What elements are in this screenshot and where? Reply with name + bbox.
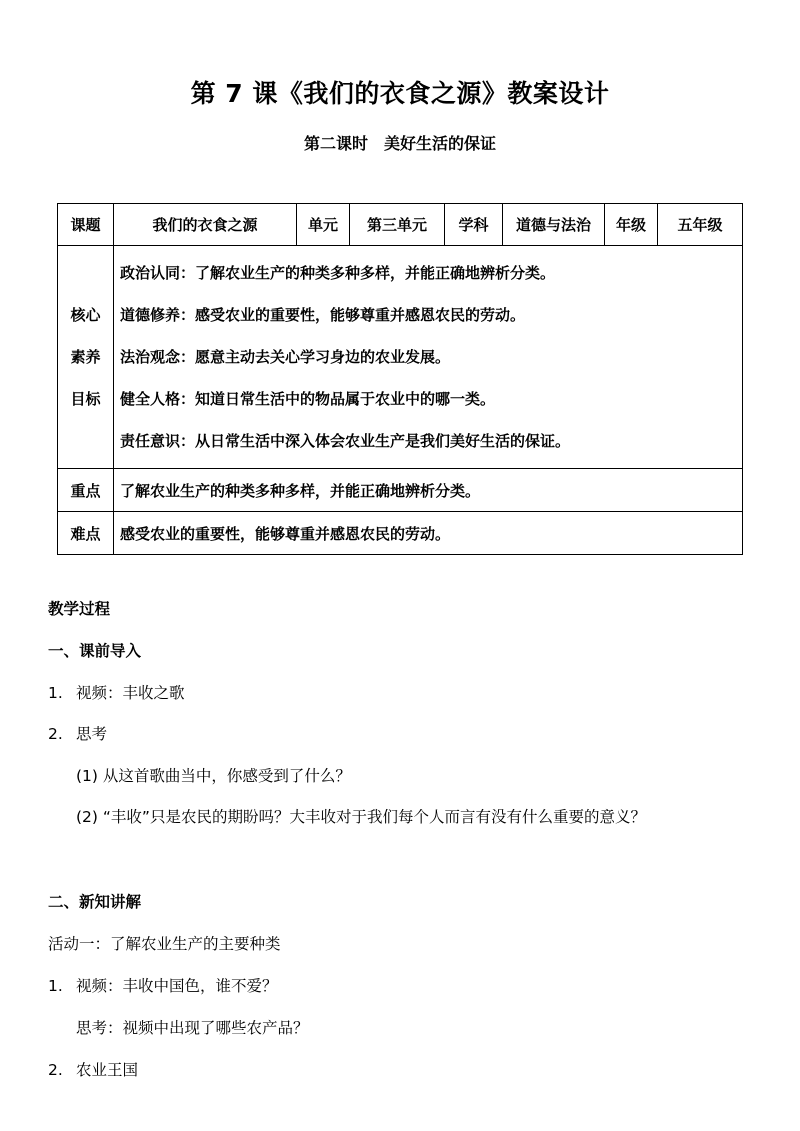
item-number: 1.: [48, 684, 63, 702]
course-value: 我们的衣食之源: [114, 204, 297, 246]
activity-1: 活动一：了解农业生产的主要种类: [48, 935, 281, 953]
key-point-label: 重点: [58, 469, 114, 512]
lesson-info-table: [57, 203, 743, 555]
item-number: 1.: [48, 977, 63, 995]
item-text: 思考: [76, 725, 108, 743]
item-number: 2.: [48, 725, 63, 743]
goal-item: 道德修养：感受农业的重要性，能够尊重并感恩农民的劳动。: [120, 306, 526, 324]
section2-heading: 二、新知讲解: [48, 893, 142, 911]
goals-row: [58, 246, 743, 469]
difficulty-label: 难点: [58, 512, 114, 555]
item-text: 视频：丰收之歌: [76, 684, 185, 702]
goals-label-line: 素养: [70, 348, 101, 366]
difficulty-row: [58, 512, 743, 555]
question-2: (2) “丰收”只是农民的期盼吗？大丰收对于我们每个人而言有没有什么重要的意义？: [76, 808, 646, 826]
item-text: 农业王国: [76, 1061, 139, 1079]
goal-item: 政治认同：了解农业生产的种类多种多样，并能正确地辨析分类。: [120, 264, 556, 282]
difficulty-value: 感受农业的重要性，能够尊重并感恩农民的劳动。: [114, 512, 743, 555]
goal-item: 责任意识：从日常生活中深入体会农业生产是我们美好生活的保证。: [120, 432, 571, 450]
grade-label: 年级: [605, 204, 658, 246]
goals-label: [58, 246, 114, 469]
document-subtitle: 第二课时 美好生活的保证: [303, 134, 496, 153]
section1-item1: [48, 681, 185, 703]
subject-value: 道德与法治: [503, 204, 605, 246]
section1-item2: [48, 722, 107, 744]
key-point-row: [58, 469, 743, 512]
unit-label: 单元: [297, 204, 350, 246]
goal-item: 法治观念：愿意主动去关心学习身边的农业发展。: [120, 348, 451, 366]
goal-item: 健全人格：知道日常生活中的物品属于农业中的哪一类。: [120, 390, 496, 408]
goals-label-line: 目标: [70, 390, 101, 408]
section2-item1: [48, 974, 278, 996]
document-title: 第 7 课《我们的衣食之源》教案设计: [190, 79, 610, 108]
section2-item1-question: 思考：视频中出现了哪些农产品？: [76, 1019, 309, 1037]
section2-item2: [48, 1058, 138, 1080]
goals-list: [114, 246, 743, 469]
unit-value: 第三单元: [350, 204, 445, 246]
item-number: 2.: [48, 1061, 63, 1079]
question-1: (1) 从这首歌曲当中，你感受到了什么？: [76, 767, 351, 785]
goals-label-line: 核心: [70, 306, 101, 324]
process-heading: 教学过程: [48, 600, 111, 618]
grade-value: 五年级: [658, 204, 743, 246]
section1-heading: 一、课前导入: [48, 642, 142, 660]
subject-label: 学科: [445, 204, 503, 246]
course-label: 课题: [58, 204, 114, 246]
key-point-value: 了解农业生产的种类多种多样，并能正确地辨析分类。: [114, 469, 743, 512]
item-text: 视频：丰收中国色，谁不爱？: [76, 977, 278, 995]
table-header-row: [58, 204, 743, 246]
